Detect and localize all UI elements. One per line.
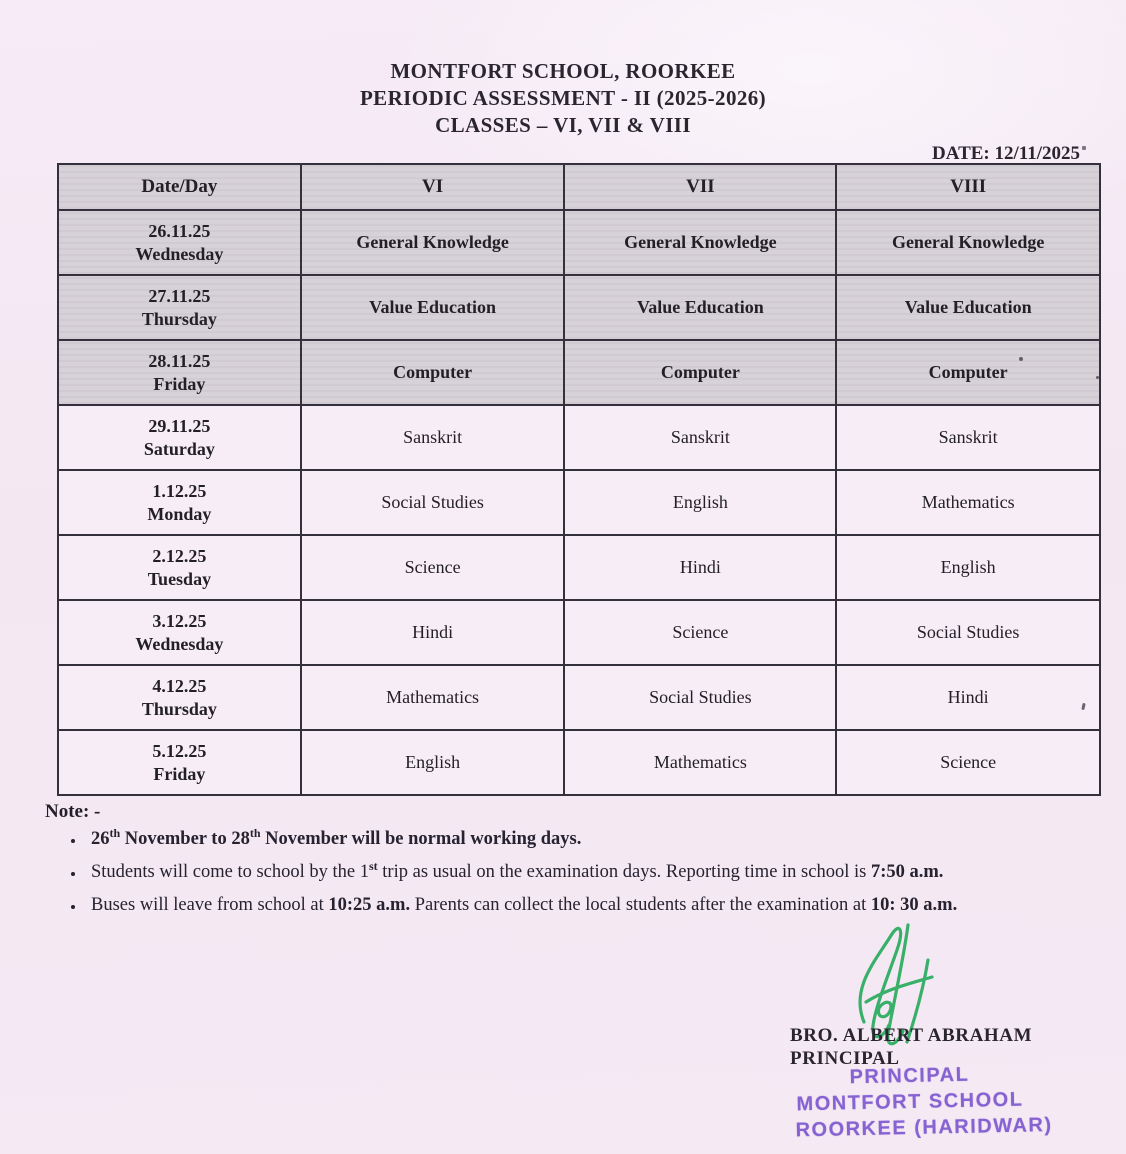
subject-cell-vii: Sanskrit — [564, 405, 836, 470]
note-item-reporting-time — [85, 858, 1105, 883]
date-cell — [58, 730, 301, 795]
exam-day: Friday — [153, 373, 206, 394]
signatory-role: PRINCIPAL — [790, 1048, 900, 1069]
date-cell — [58, 535, 301, 600]
exam-day: Monday — [147, 503, 212, 524]
subject-cell-viii: Hindi — [836, 665, 1100, 730]
subject-cell-vi: Sanskrit — [301, 405, 565, 470]
exam-date: 4.12.25 — [152, 675, 207, 696]
stamp-line-location: ROORKEE (HARIDWAR) — [795, 1114, 1053, 1142]
reporting-time: 7:50 a.m. — [870, 862, 944, 882]
table-row — [58, 405, 1100, 470]
subject-cell-vii: Social Studies — [564, 665, 836, 730]
exam-date: 1.12.25 — [152, 480, 207, 501]
stamp-line-role: PRINCIPAL — [849, 1063, 970, 1089]
exam-day: Saturday — [143, 438, 215, 459]
date-cell — [58, 600, 301, 665]
subject-cell-vi: Science — [301, 535, 565, 600]
date-cell — [58, 405, 301, 470]
signatory-name: BRO. ALBERT ABRAHAM — [790, 1025, 1033, 1046]
subject-cell-vii: Hindi — [564, 535, 836, 600]
date-label: DATE: 12/11/2025 — [932, 143, 1080, 164]
date-cell — [58, 340, 301, 405]
subject-cell-vii: English — [564, 470, 836, 535]
notes-section — [45, 801, 1105, 928]
school-name: MONTFORT SCHOOL, ROORKEE — [390, 59, 736, 83]
subject-cell-vii: Science — [564, 600, 836, 665]
table-row — [58, 340, 1100, 405]
ordinal-suffix: th — [249, 825, 261, 840]
exam-date: 28.11.25 — [148, 350, 211, 371]
subject-cell-vi: English — [301, 730, 565, 795]
scan-speck — [1082, 146, 1086, 150]
pickup-time: 10: 30 a.m. — [870, 895, 958, 915]
exam-day: Wednesday — [135, 633, 224, 654]
exam-timetable — [57, 163, 1101, 796]
subject-cell-vii: Value Education — [564, 275, 836, 340]
scan-speck — [1096, 376, 1099, 379]
date-cell — [58, 275, 301, 340]
school-stamp — [794, 1061, 1053, 1144]
date-cell — [58, 470, 301, 535]
table-row — [58, 470, 1100, 535]
title-block — [0, 58, 1126, 139]
header-class-viii: VIII — [836, 164, 1100, 210]
notes-label: Note: - — [45, 801, 101, 822]
exam-date: 26.11.25 — [148, 220, 211, 241]
stamp-line-school: MONTFORT SCHOOL — [796, 1088, 1024, 1116]
subject-cell-viii: Social Studies — [836, 600, 1100, 665]
note-item-working-days — [85, 825, 1105, 850]
exam-day: Wednesday — [135, 243, 224, 264]
date-cell — [58, 665, 301, 730]
note-item-bus-times — [85, 895, 1105, 916]
exam-date: 2.12.25 — [152, 545, 207, 566]
subject-cell-vi: Mathematics — [301, 665, 565, 730]
header-date-day: Date/Day — [58, 164, 301, 210]
scan-speck — [1019, 357, 1023, 361]
subject-cell-viii: English — [836, 535, 1100, 600]
bus-departure-time: 10:25 a.m. — [328, 895, 411, 915]
subject-cell-viii: Sanskrit — [836, 405, 1100, 470]
header-class-vii: VII — [564, 164, 836, 210]
table-row — [58, 535, 1100, 600]
note-text: November will be normal working days. — [260, 829, 582, 849]
subject-cell-vii: Mathematics — [564, 730, 836, 795]
exam-day: Friday — [153, 763, 206, 784]
exam-day: Thursday — [141, 308, 217, 329]
note-text: November to 28 — [120, 829, 250, 849]
subject-cell-viii: Computer — [836, 340, 1100, 405]
exam-date: 5.12.25 — [152, 740, 207, 761]
subject-cell-vi: Computer — [301, 340, 565, 405]
note-text: Buses will leave from school at — [91, 895, 329, 915]
exam-day: Thursday — [141, 698, 217, 719]
table-row — [58, 600, 1100, 665]
ordinal-suffix: th — [109, 825, 121, 840]
subject-cell-vi: Value Education — [301, 275, 565, 340]
subject-cell-viii: General Knowledge — [836, 210, 1100, 275]
table-header-row — [58, 164, 1100, 210]
exam-date: 27.11.25 — [148, 285, 211, 306]
subject-cell-vi: Social Studies — [301, 470, 565, 535]
table-row — [58, 665, 1100, 730]
subject-cell-viii: Value Education — [836, 275, 1100, 340]
date-cell — [58, 210, 301, 275]
subject-cell-viii: Mathematics — [836, 470, 1100, 535]
header-class-vi: VI — [301, 164, 565, 210]
subject-cell-vii: General Knowledge — [564, 210, 836, 275]
classes-line: CLASSES – VI, VII & VIII — [435, 113, 691, 137]
table-row — [58, 275, 1100, 340]
exam-date: 29.11.25 — [148, 415, 211, 436]
exam-day: Tuesday — [147, 568, 212, 589]
note-text: Parents can collect the local students after the examination at — [410, 895, 871, 915]
subject-cell-viii: Science — [836, 730, 1100, 795]
ordinal-suffix: st — [369, 858, 378, 873]
note-text: trip as usual on the examination days. Reporting time in school is — [377, 862, 871, 882]
assessment-title: PERIODIC ASSESSMENT - II (2025-2026) — [359, 86, 767, 110]
note-text: 26 — [91, 829, 110, 849]
subject-cell-vi: General Knowledge — [301, 210, 565, 275]
subject-cell-vii: Computer — [564, 340, 836, 405]
table-row — [58, 730, 1100, 795]
subject-cell-vi: Hindi — [301, 600, 565, 665]
exam-date: 3.12.25 — [152, 610, 207, 631]
table-row — [58, 210, 1100, 275]
note-text: Students will come to school by the 1 — [91, 862, 369, 882]
